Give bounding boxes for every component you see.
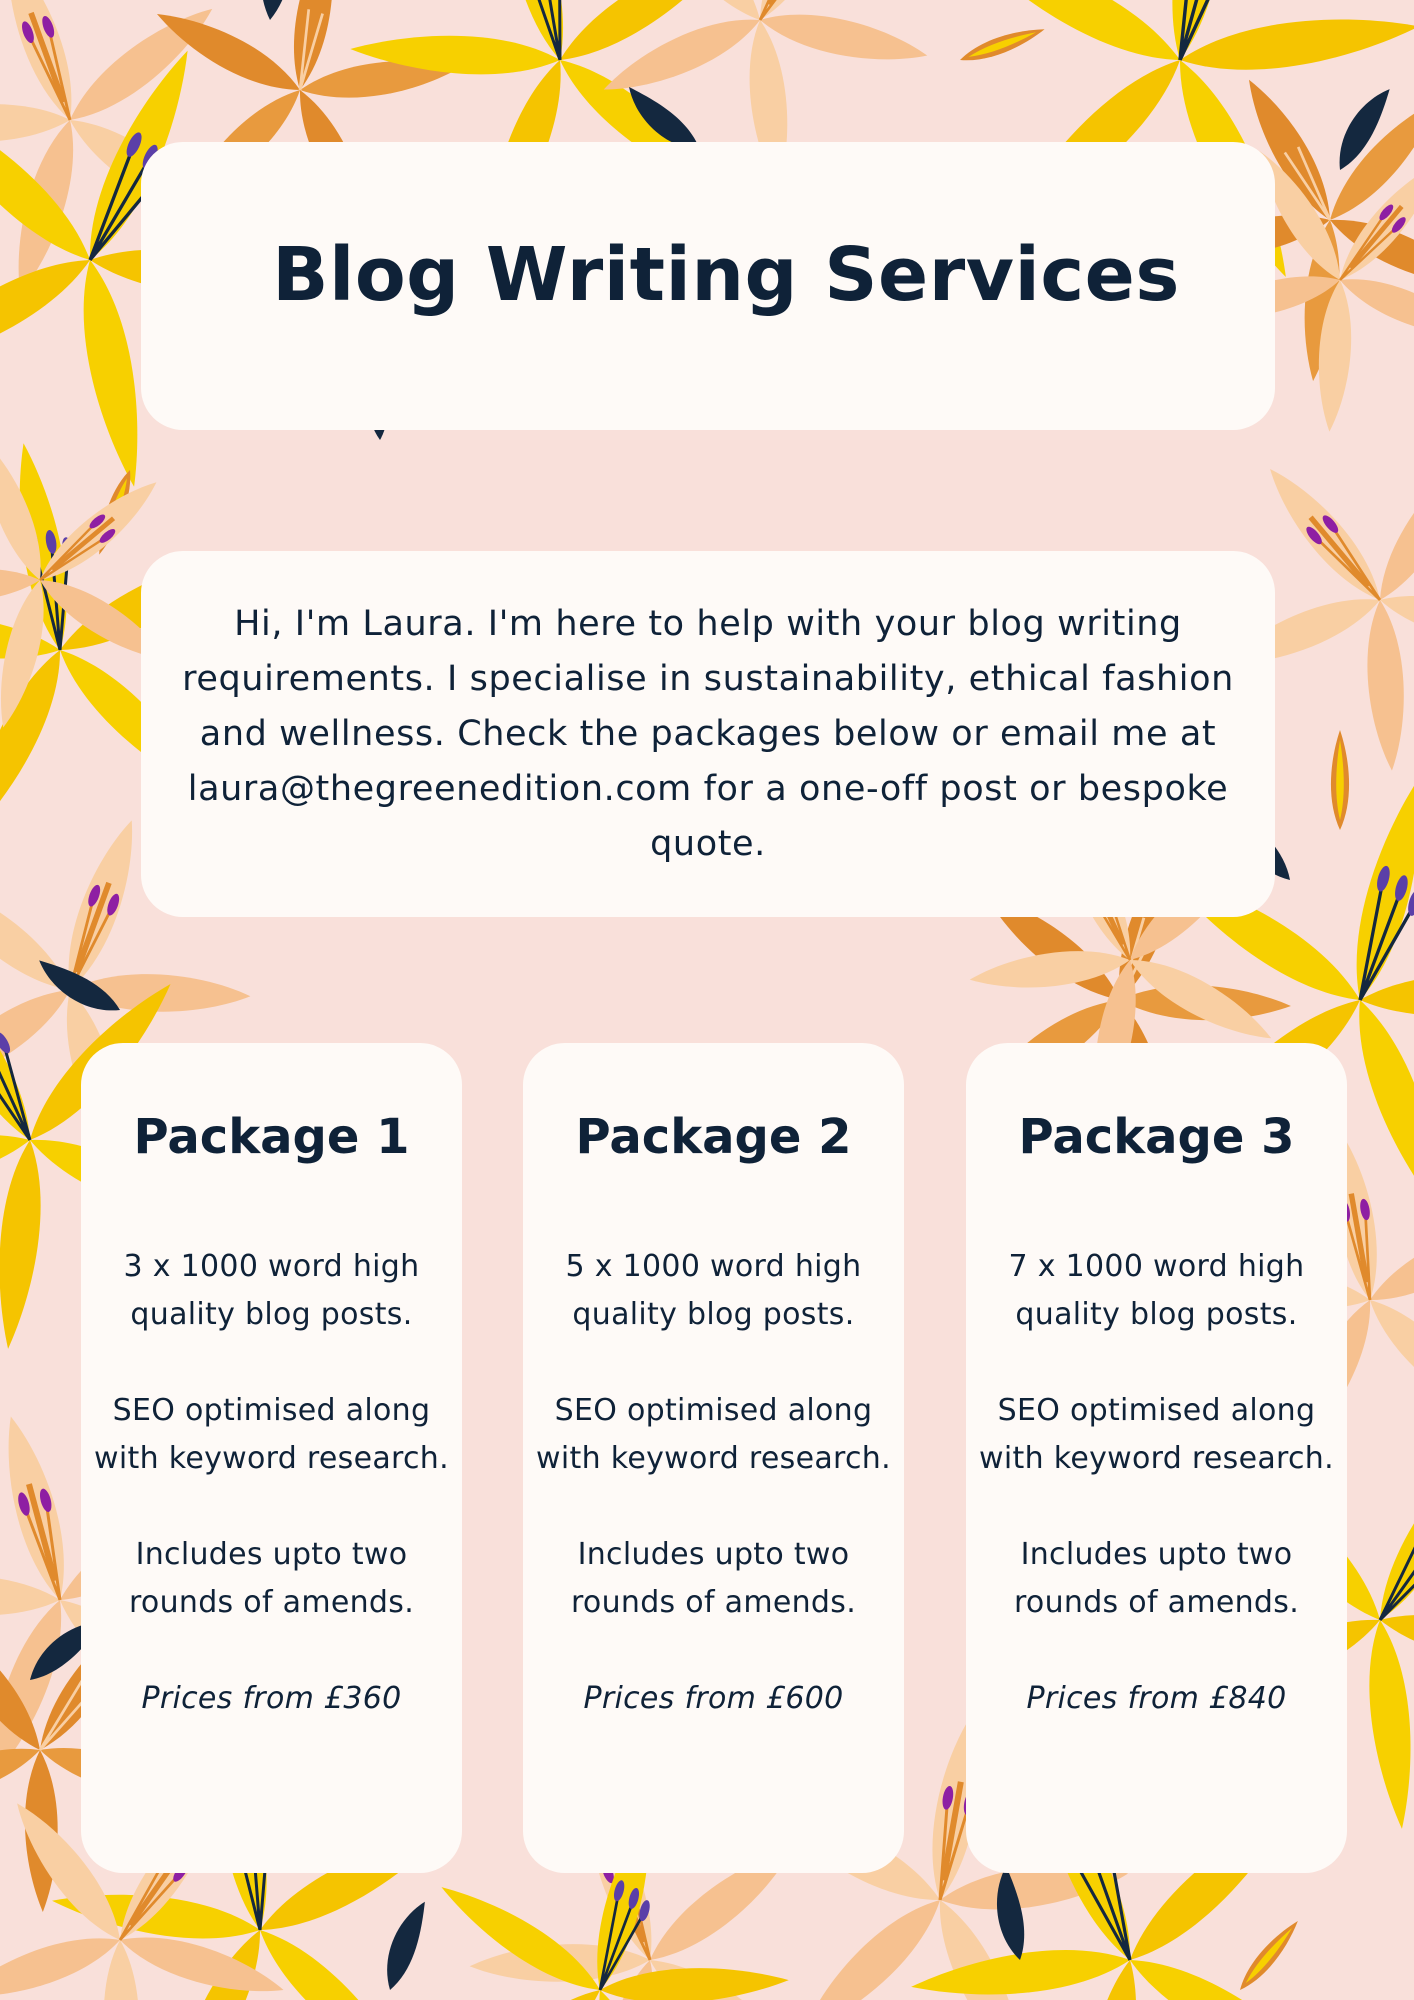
intro-card [141,551,1275,917]
title-card [141,142,1275,430]
page-title: Blog Writing Services [272,232,1180,318]
package-title: Package 2 [575,1109,852,1165]
package-seo: SEO optimised along with keyword research. [94,1393,449,1476]
package-posts: 7 x 1000 word high quality blog posts. [1008,1249,1305,1332]
package-price: Prices from £360 [141,1681,402,1716]
package-card-1 [81,1043,462,1873]
package-amends: Includes upto two rounds of amends. [128,1537,415,1620]
package-amends: Includes upto two rounds of amends. [570,1537,857,1620]
package-seo: SEO optimised along with keyword research. [536,1393,891,1476]
package-amends: Includes upto two rounds of amends. [1013,1537,1300,1620]
package-posts: 3 x 1000 word high quality blog posts. [123,1249,420,1332]
intro-text: Hi, I'm Laura. I'm here to help with your blog writing requirements. I specialise in sustainability, ethical fashion and wellness. Check the packages below or email me at laura@thegreenedition.com for a one-off post or bespoke quote. [182,603,1234,864]
package-title: Package 1 [133,1109,410,1165]
package-card-2 [523,1043,904,1873]
package-posts: 5 x 1000 word high quality blog posts. [565,1249,862,1332]
package-seo: SEO optimised along with keyword research. [979,1393,1334,1476]
package-title: Package 3 [1018,1109,1295,1165]
package-price: Prices from £840 [1026,1681,1287,1716]
package-card-3 [966,1043,1347,1873]
package-price: Prices from £600 [583,1681,844,1716]
